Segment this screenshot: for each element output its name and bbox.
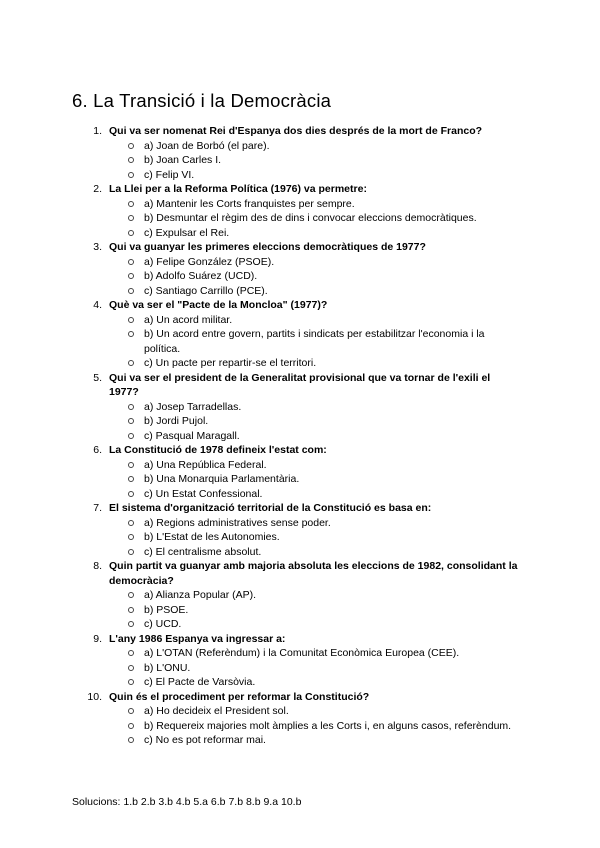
hollow-circle-bullet-icon [128,723,134,729]
answer-options [0,400,600,444]
question-item [0,559,600,632]
answer-options [0,139,600,183]
solutions-line: Solucions: 1.b 2.b 3.b 4.b 5.a 6.b 7.b 8.b 9.a 10.b [72,796,302,808]
answer-option [0,313,600,328]
answer-option-text: b) Joan Carles I. [144,154,222,166]
answer-option [0,168,600,183]
answer-option [0,211,600,226]
answer-option [0,269,600,284]
question-number: 8. [93,560,102,572]
answer-option [0,617,600,632]
hollow-circle-bullet-icon [128,737,134,743]
hollow-circle-bullet-icon [128,679,134,685]
hollow-circle-bullet-icon [128,491,134,497]
answer-option-text: a) Felipe González (PSOE). [144,255,275,268]
question-text: La Constitució de 1978 defineix l'estat com: [109,444,327,456]
question-number: 4. [93,299,102,311]
answer-option-text: a) Una República Federal. [144,458,267,471]
answer-option-text: c) Pasqual Maragall. [144,429,240,442]
answer-option-text: b) Desmuntar el règim des de dins i convocar eleccions democràtiques. [144,212,477,224]
hollow-circle-bullet-icon [128,534,134,540]
answer-option [0,226,600,241]
answer-option [0,530,600,545]
answer-options [0,646,600,690]
answer-option [0,197,600,212]
answer-option [0,139,600,154]
question-item [0,632,600,690]
answer-option [0,719,600,734]
hollow-circle-bullet-icon [128,143,134,149]
answer-option [0,472,600,487]
answer-option [0,356,600,371]
question-item [0,240,600,298]
hollow-circle-bullet-icon [128,592,134,598]
answer-option [0,588,600,603]
question-item [0,690,600,748]
answer-option-text: c) UCD. [144,618,182,630]
question-item [0,298,600,371]
question-list [0,124,600,748]
hollow-circle-bullet-icon [128,433,134,439]
question-item [0,443,600,501]
answer-option [0,153,600,168]
answer-option-text: b) Un acord entre govern, partits i sindicats per estabilitzar l'economia i la política. [144,328,485,355]
answer-options [0,197,600,241]
answer-option [0,487,600,502]
answer-option-text: c) Santiago Carrillo (PCE). [144,284,268,297]
answer-option-text: c) El centralisme absolut. [144,545,262,558]
answer-options [0,255,600,299]
answer-option-text: a) Ho decideix el President sol. [144,705,289,717]
question-text: El sistema d'organització territorial de la Constitució es basa en: [109,502,432,514]
answer-option [0,545,600,560]
hollow-circle-bullet-icon [128,607,134,613]
page-title: 6. La Transició i la Democràcia [72,90,332,111]
question-item [0,182,600,240]
hollow-circle-bullet-icon [128,650,134,656]
answer-option-text: b) Una Monarquia Parlamentària. [144,473,300,485]
hollow-circle-bullet-icon [128,549,134,555]
answer-option-text: c) No es pot reformar mai. [144,734,266,746]
hollow-circle-bullet-icon [128,360,134,366]
answer-option [0,516,600,531]
answer-option-text: b) L'ONU. [144,661,191,674]
answer-option-text: c) Un Estat Confessional. [144,487,263,500]
answer-option-text: a) Josep Tarradellas. [144,400,242,413]
answer-option [0,458,600,473]
question-text: Qui va ser nomenat Rei d'Espanya dos dies després de la mort de Franco? [109,125,483,137]
question-number: 1. [93,125,102,137]
answer-option [0,661,600,676]
answer-options [0,588,600,632]
answer-option-text: a) L'OTAN (Referèndum) i la Comunitat Econòmica Europea (CEE). [144,647,460,659]
answer-option [0,414,600,429]
question-text: L'any 1986 Espanya va ingressar a: [109,632,286,645]
hollow-circle-bullet-icon [128,708,134,714]
answer-option [0,704,600,719]
question-number: 3. [93,241,102,253]
answer-options [0,516,600,560]
answer-option [0,675,600,690]
hollow-circle-bullet-icon [128,621,134,627]
answer-option-text: b) Requereix majories molt àmplies a les Corts i, en alguns casos, referèndum. [144,719,512,732]
answer-option [0,284,600,299]
hollow-circle-bullet-icon [128,157,134,163]
question-number: 7. [93,502,102,514]
question-number: 10. [87,690,102,703]
answer-option-text: a) Joan de Borbó (el pare). [144,139,270,152]
answer-option [0,255,600,270]
question-text: Quin és el procediment per reformar la Constitució? [109,690,370,703]
hollow-circle-bullet-icon [128,665,134,671]
answer-options [0,704,600,748]
hollow-circle-bullet-icon [128,520,134,526]
answer-option-text: c) El Pacte de Varsòvia. [144,676,256,688]
question-item [0,501,600,559]
question-item [0,124,600,182]
hollow-circle-bullet-icon [128,317,134,323]
hollow-circle-bullet-icon [128,201,134,207]
answer-option-text: a) Un acord militar. [144,313,233,326]
hollow-circle-bullet-icon [128,476,134,482]
question-number: 9. [93,632,102,645]
hollow-circle-bullet-icon [128,259,134,265]
answer-option-text: c) Felip VI. [144,168,195,181]
question-number: 5. [93,371,102,384]
hollow-circle-bullet-icon [128,172,134,178]
answer-option [0,400,600,415]
hollow-circle-bullet-icon [128,462,134,468]
answer-options [0,458,600,502]
answer-option-text: a) Alianza Popular (AP). [144,589,257,601]
question-item [0,371,600,444]
hollow-circle-bullet-icon [128,418,134,424]
hollow-circle-bullet-icon [128,215,134,221]
answer-option-text: b) Jordi Pujol. [144,415,209,427]
answer-option [0,327,600,356]
answer-option-text: b) Adolfo Suárez (UCD). [144,270,258,282]
hollow-circle-bullet-icon [128,288,134,294]
answer-option-text: c) Expulsar el Rei. [144,226,230,239]
hollow-circle-bullet-icon [128,404,134,410]
answer-option-text: a) Mantenir les Corts franquistes per sempre. [144,197,355,210]
question-text: Quin partit va guanyar amb majoria absoluta les eleccions de 1982, consolidant la democràcia? [109,560,518,587]
answer-option [0,646,600,661]
hollow-circle-bullet-icon [128,230,134,236]
answer-option [0,603,600,618]
question-text: Què va ser el "Pacte de la Moncloa" (1977)? [109,299,328,311]
answer-option-text: c) Un pacte per repartir-se el territori. [144,357,317,369]
answer-option-text: a) Regions administratives sense poder. [144,516,331,529]
answer-option [0,733,600,748]
question-number: 2. [93,183,102,195]
question-number: 6. [93,444,102,456]
question-text: Qui va ser el president de la Generalitat provisional que va tornar de l'exili el 1977? [109,371,491,398]
question-text: Qui va guanyar les primeres eleccions democràtiques de 1977? [109,241,426,253]
answer-options [0,313,600,371]
answer-option [0,429,600,444]
hollow-circle-bullet-icon [128,331,134,337]
hollow-circle-bullet-icon [128,273,134,279]
answer-option-text: b) PSOE. [144,603,189,616]
question-text: La Llei per a la Reforma Política (1976) va permetre: [109,183,367,195]
answer-option-text: b) L'Estat de les Autonomies. [144,531,280,543]
